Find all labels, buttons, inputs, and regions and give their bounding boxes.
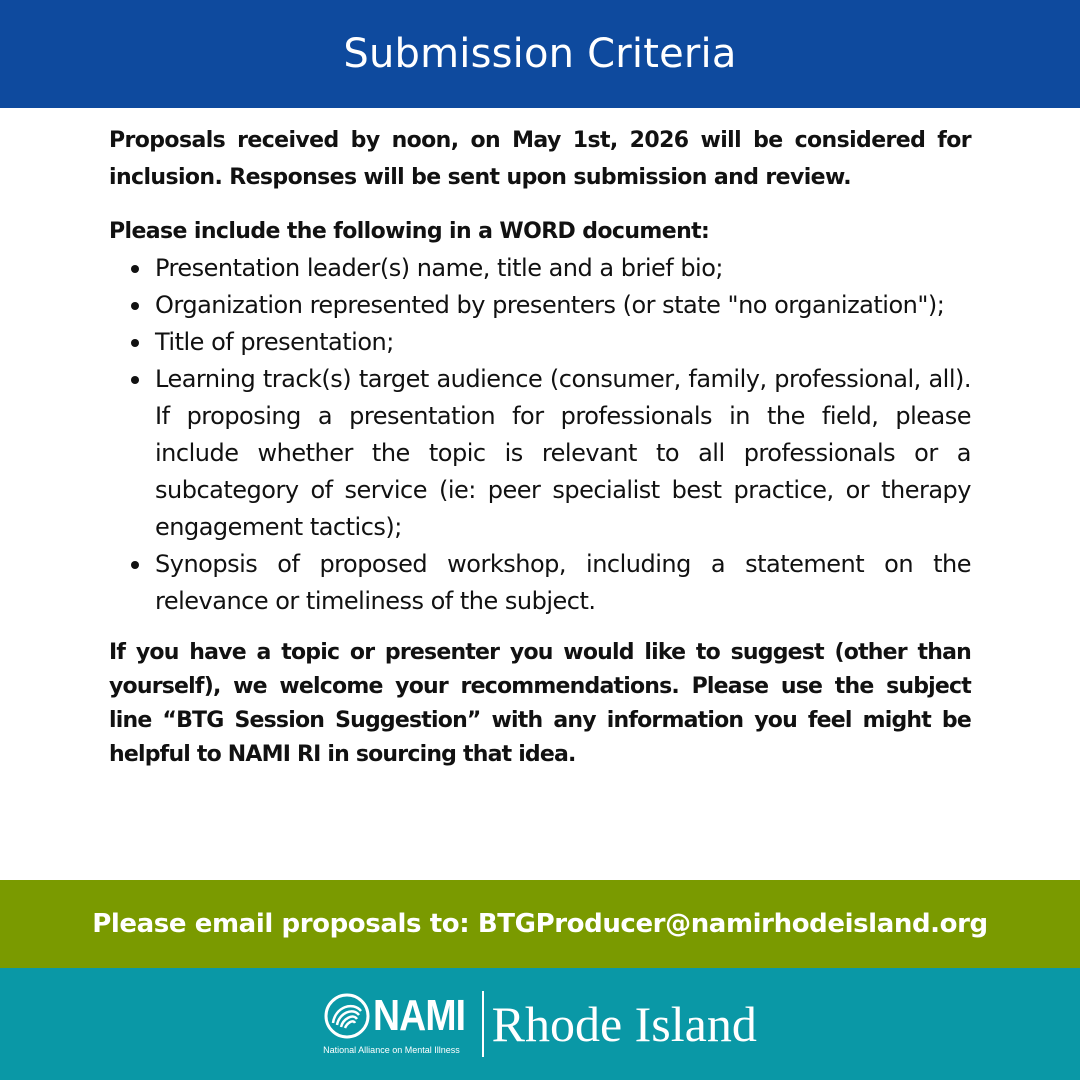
- closing-paragraph: If you have a topic or presenter you would like to suggest (other than yourself), we welcome your recommendations. Please use the subject line “BTG Session Suggestion” with any information you feel might be helpful to NAMI RI in sourcing that idea.: [109, 640, 971, 767]
- list-item: [109, 361, 971, 546]
- logo-divider: [482, 991, 484, 1057]
- list-heading: Please include the following in a WORD document:: [109, 219, 710, 244]
- bullet-icon: [131, 302, 139, 310]
- bullet-icon: [131, 561, 139, 569]
- list-item-text: Organization represented by presenters (or state "no organization");: [155, 291, 945, 319]
- swirl-logo-icon: [323, 993, 371, 1039]
- list-item-text: Presentation leader(s) name, title and a brief bio;: [155, 254, 723, 282]
- logo-tagline: National Alliance on Mental Illness: [323, 1045, 460, 1055]
- header-banner: [0, 0, 1080, 108]
- email-bar: [0, 880, 1080, 968]
- logo-nami-text: NAMI: [373, 991, 466, 1040]
- requirements-list: [109, 250, 971, 620]
- bullet-icon: [131, 265, 139, 273]
- list-item: [109, 287, 971, 324]
- list-item-text: Title of presentation;: [155, 328, 394, 356]
- criteria-content: [109, 122, 971, 772]
- list-item-text: Learning track(s) target audience (consumer, family, professional, all). If proposing a presentation for professionals in the field, please include whether the topic is relevant to all professionals or a subcategory of service (ie: peer specialist best practice, or therapy engagement tactics);: [155, 365, 971, 541]
- list-item-text: Synopsis of proposed workshop, including a statement on the relevance or timeliness of the subject.: [155, 550, 971, 615]
- intro-paragraph: Proposals received by noon, on May 1st, 2026 will be considered for inclusion. Responses will be sent upon submission and review.: [109, 128, 971, 190]
- bullet-icon: [131, 376, 139, 384]
- email-instruction: Please email proposals to: BTGProducer@namirhodeisland.org: [92, 909, 988, 939]
- nami-rhode-island-logo: [323, 984, 757, 1064]
- bullet-icon: [131, 339, 139, 347]
- list-item: [109, 250, 971, 287]
- list-item: [109, 324, 971, 361]
- page-title: Submission Criteria: [343, 31, 737, 77]
- logo-mark: [323, 993, 481, 1055]
- list-item: [109, 546, 971, 620]
- logo-state-text: Rhode Island: [491, 996, 757, 1052]
- footer: [0, 968, 1080, 1080]
